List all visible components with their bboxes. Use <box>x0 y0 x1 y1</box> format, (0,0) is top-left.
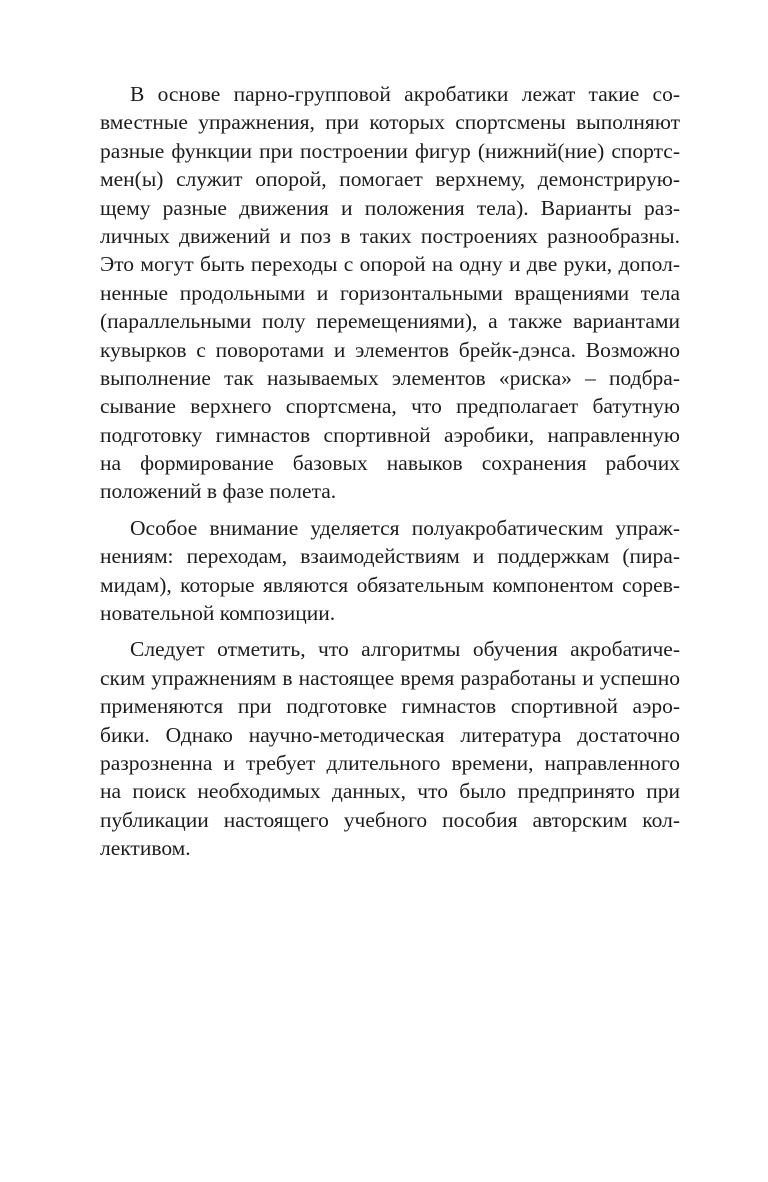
text-line: (параллельными полу перемещениями), а также вариантами <box>100 309 680 334</box>
text-line: положений в фазе полета. <box>100 479 337 504</box>
text-line: лективом. <box>100 836 191 861</box>
text-line: Это могут быть переходы с опорой на одну и две руки, допол- <box>100 252 680 277</box>
text-line: В основе парно-групповой акробатики лежат такие со- <box>130 82 680 106</box>
text-line: ненные продольными и горизонтальными вращениями тела <box>100 280 680 305</box>
text-line: разные функции при построении фигур (нижний(ние) спортс- <box>100 138 680 163</box>
text-line: мен(ы) служит опорой, помогает верхнему, демонстрирую- <box>100 167 680 192</box>
text-line: применяются при подготовке гимнастов спортивной аэро- <box>100 694 680 719</box>
text-line: нениям: переходам, взаимодействиям и поддержкам (пира- <box>100 544 680 569</box>
page-body <box>100 80 680 871</box>
text-line: щему разные движения и положения тела). Варианты раз- <box>100 195 680 220</box>
text-line: разрозненна и требует длительного времени, направленного <box>100 750 680 775</box>
text-line: Особое внимание уделяется полуакробатическим упраж- <box>130 515 680 540</box>
text-line: вместные упражнения, при которых спортсмены выполняют <box>100 110 680 135</box>
text-line: сывание верхнего спортсмена, что предполагает батутную <box>100 394 680 419</box>
text-line: бики. Однако научно-методическая литература достаточно <box>100 722 680 747</box>
text-line: выполнение так называемых элементов «риска» – подбра- <box>100 365 680 390</box>
paragraph-3 <box>100 635 680 862</box>
text-line: на формирование базовых навыков сохранения рабочих <box>100 451 680 476</box>
text-line: Следует отметить, что алгоритмы обучения акробатиче- <box>130 637 680 662</box>
text-line: подготовку гимнастов спортивной аэробики, направленную <box>100 422 680 447</box>
text-line: новательной композиции. <box>100 601 336 626</box>
text-line: на поиск необходимых данных, что было предпринято при <box>100 779 680 804</box>
paragraph-2 <box>100 514 680 628</box>
text-line: мидам), которые являются обязательным компонентом сорев- <box>100 572 680 597</box>
paragraph-1 <box>100 80 680 506</box>
text-line: кувырков с поворотами и элементов брейк-дэнса. Возможно <box>100 337 680 362</box>
text-line: публикации настоящего учебного пособия авторским кол- <box>100 807 680 832</box>
text-line: личных движений и поз в таких построениях разнообразны. <box>100 223 680 248</box>
text-line: ским упражнениям в настоящее время разработаны и успешно <box>100 665 680 690</box>
